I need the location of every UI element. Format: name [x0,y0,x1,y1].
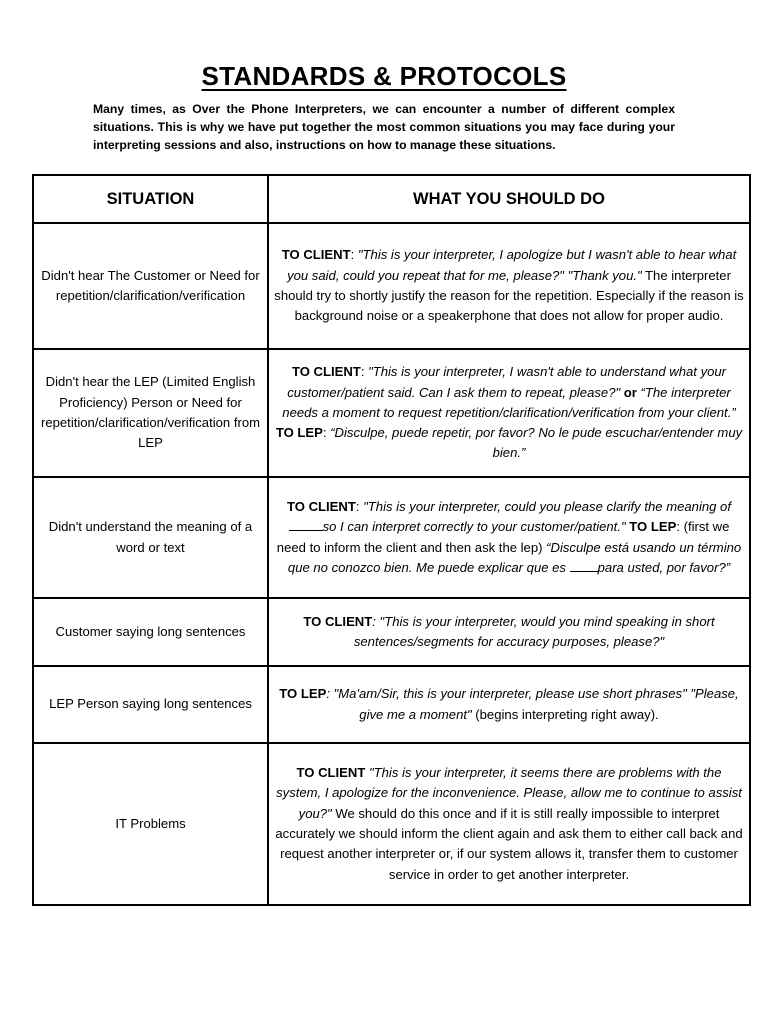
script-quote: so I can interpret correctly to your customer/patient." [322,519,626,535]
action-cell [268,223,750,349]
table-row [33,743,750,905]
situation-cell: Didn't hear The Customer or Need for repetition/clarification/verification [33,223,268,349]
script-quote: : "Ma'am/Sir, this is your interpreter, please use short phrases" "Please, give me a moment" [326,686,739,722]
situation-cell: IT Problems [33,743,268,905]
script-quote: "This is your interpreter, I apologize but I wasn't able to hear what you said, could you repeat that for me, please?" "Thank you." [287,247,737,283]
action-cell [268,477,750,598]
script-quote: “Disculpe, puede repetir, por favor? No le pude escuchar/entender muy bien.” [330,425,743,461]
protocols-table [32,174,751,906]
instruction-text: : (first we need to inform the client and then ask the lep) [276,519,730,555]
table-row [33,477,750,598]
speaker-label: TO CLIENT [296,765,366,781]
situation-cell: LEP Person saying long sentences [33,666,268,743]
situation-cell: Didn't hear the LEP (Limited English Proficiency) Person or Need for repetition/clarification/verification from LEP [33,349,268,477]
header-what-you-should-do: WHAT YOU SHOULD DO [268,175,750,223]
table-row [33,666,750,743]
speaker-label: TO CLIENT [281,247,351,263]
speaker-label: or [623,384,637,400]
speaker-label: TO CLIENT [291,364,361,380]
instruction-text: The interpreter should try to shortly justify the reason for the repetition. Especially if the reason is background noise or a speakerphone that does not allow for proper audio. [274,267,744,324]
situation-cell: Didn't understand the meaning of a word or text [33,477,268,598]
speaker-label: TO LEP [629,519,677,535]
intro-paragraph: Many times, as Over the Phone Interpreters, we can encounter a number of different complex situations. This is why we have put together the most common situations you may face during your interpreting sessions and also, instructions on how to manage these situations. [93,102,675,152]
table-header-row [33,175,750,223]
script-quote: : "This is your interpreter, would you mind speaking in short sentences/segments for accuracy purposes, please?" [353,613,715,649]
situation-cell: Customer saying long sentences [33,598,268,666]
instruction-text: : [360,364,369,380]
speaker-label: TO LEP [279,686,327,702]
table-row [33,223,750,349]
header-situation: SITUATION [33,175,268,223]
script-quote: “The interpreter needs a moment to request repetition/clarification/verification from your client.” [282,384,736,420]
table-row [33,598,750,666]
action-cell [268,666,750,743]
instruction-text: We should do this once and if it is still really impossible to interpret accurately we should inform the client again and ask them to either call back and request another interpreter or, if our system allows it, transfer them to customer service in order to get another interpreter. [275,805,743,882]
action-cell [268,743,750,905]
script-quote: "This is your interpreter, could you please clarify the meaning of [363,498,731,514]
instruction-text: (begins interpreting right away). [471,706,659,722]
script-quote: para usted, por favor?” [597,559,731,575]
script-quote: "This is your interpreter, I wasn't able to understand what your customer/patient said. Can I ask them to repeat, please?" [287,364,727,400]
instruction-text: : [322,425,331,441]
action-cell [268,349,750,477]
table-row [33,349,750,477]
speaker-label: TO CLIENT [287,498,356,514]
page-title: STANDARDS & PROTOCOLS [201,61,567,92]
speaker-label: TO LEP [275,425,323,441]
speaker-label: TO CLIENT [303,613,373,629]
instruction-text: : [350,247,358,263]
instruction-text: : [355,498,364,514]
script-quote: “Disculpe está usando un término que no conozco bien. Me puede explicar que es [287,539,742,575]
script-quote: "This is your interpreter, it seems there are problems with the system, I apologize for the inconvenience. Please, allow me to continue to assist you?" [276,765,742,821]
action-cell [268,598,750,666]
fill-in-blank [289,518,323,531]
fill-in-blank [570,559,598,572]
